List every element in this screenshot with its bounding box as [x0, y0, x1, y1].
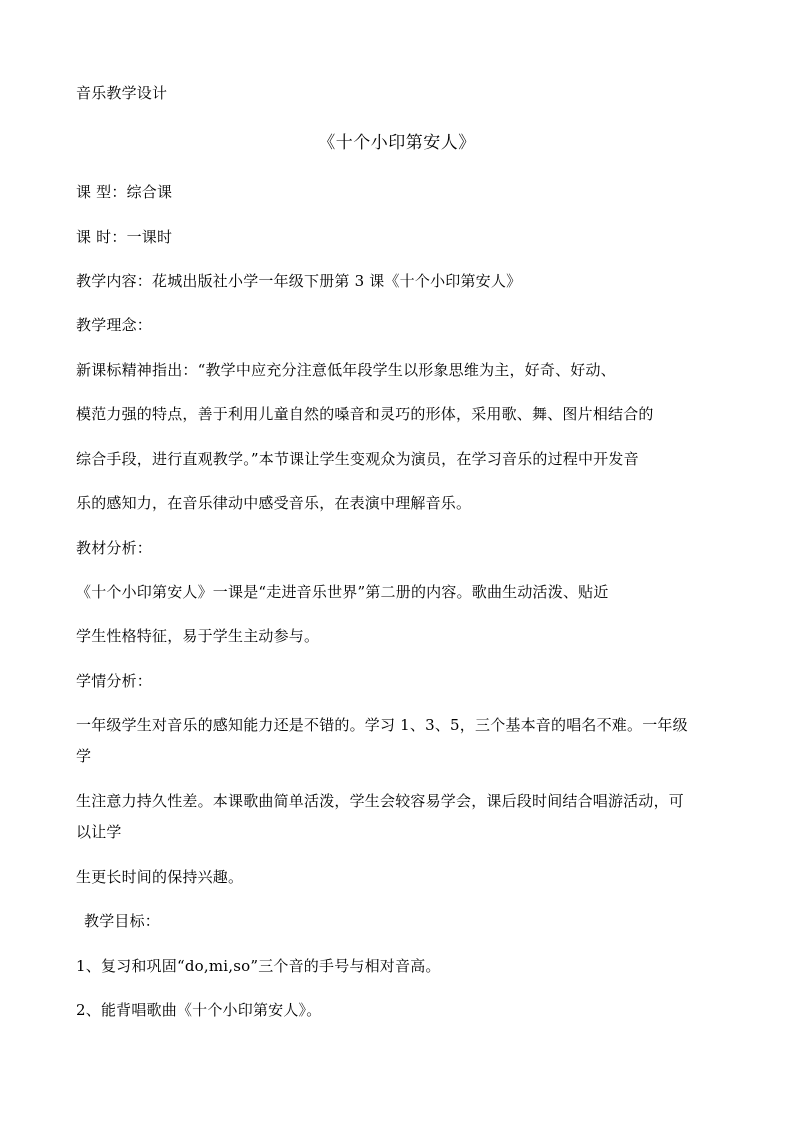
material-line: 《十个小印第安人》一课是“走进音乐世界”第二册的内容。歌曲生动活泼、贴近 — [76, 583, 609, 601]
material-line: 学生性格特征，易于学生主动参与。 — [76, 627, 320, 645]
goal-item: 2、能背唱歌曲《十个小印第安人》。 — [76, 1001, 322, 1019]
student-line: 生注意力持久性差。本课歌曲简单活泼，学生会较容易学会，课后段时间结合唱游活动，可 — [76, 792, 685, 810]
student-line: 生更长时间的保持兴趣。 — [76, 868, 244, 886]
student-line: 以让学 — [76, 823, 122, 841]
teaching-content: 教学内容：花城出版社小学一年级下册第 3 课《十个小印第安人》 — [76, 272, 522, 290]
philosophy-line: 新课标精神指出：“教学中应充分注意低年段学生以形象思维为主，好奇、好动、 — [76, 361, 616, 379]
student-line: 学 — [76, 747, 92, 765]
philosophy-line: 模范力强的特点，善于利用儿童自然的嗓音和灵巧的形体，采用歌、舞、图片相结合的 — [76, 405, 654, 423]
philosophy-line: 综合手段，进行直观教学。”本节课让学生变观众为演员，在学习音乐的过程中开发音 — [76, 450, 639, 468]
document-header: 音乐教学设计 — [76, 84, 168, 102]
material-heading: 教材分析： — [76, 539, 153, 557]
goal-item: 1、复习和巩固“do,mi,so”三个音的手号与相对音高。 — [76, 957, 441, 975]
lesson-time: 课 时：一课时 — [76, 228, 173, 246]
student-heading: 学情分析： — [76, 672, 153, 690]
student-line: 一年级学生对音乐的感知能力还是不错的。学习 1、3、5，三个基本音的唱名不难。一年级 — [76, 716, 688, 734]
philosophy-heading: 教学理念： — [76, 316, 153, 334]
lesson-type: 课 型：综合课 — [76, 183, 173, 201]
document-title: 《十个小印第安人》 — [318, 133, 476, 153]
philosophy-line: 乐的感知力，在音乐律动中感受音乐，在表演中理解音乐。 — [76, 494, 472, 512]
goals-heading: 教学目标： — [84, 912, 161, 930]
